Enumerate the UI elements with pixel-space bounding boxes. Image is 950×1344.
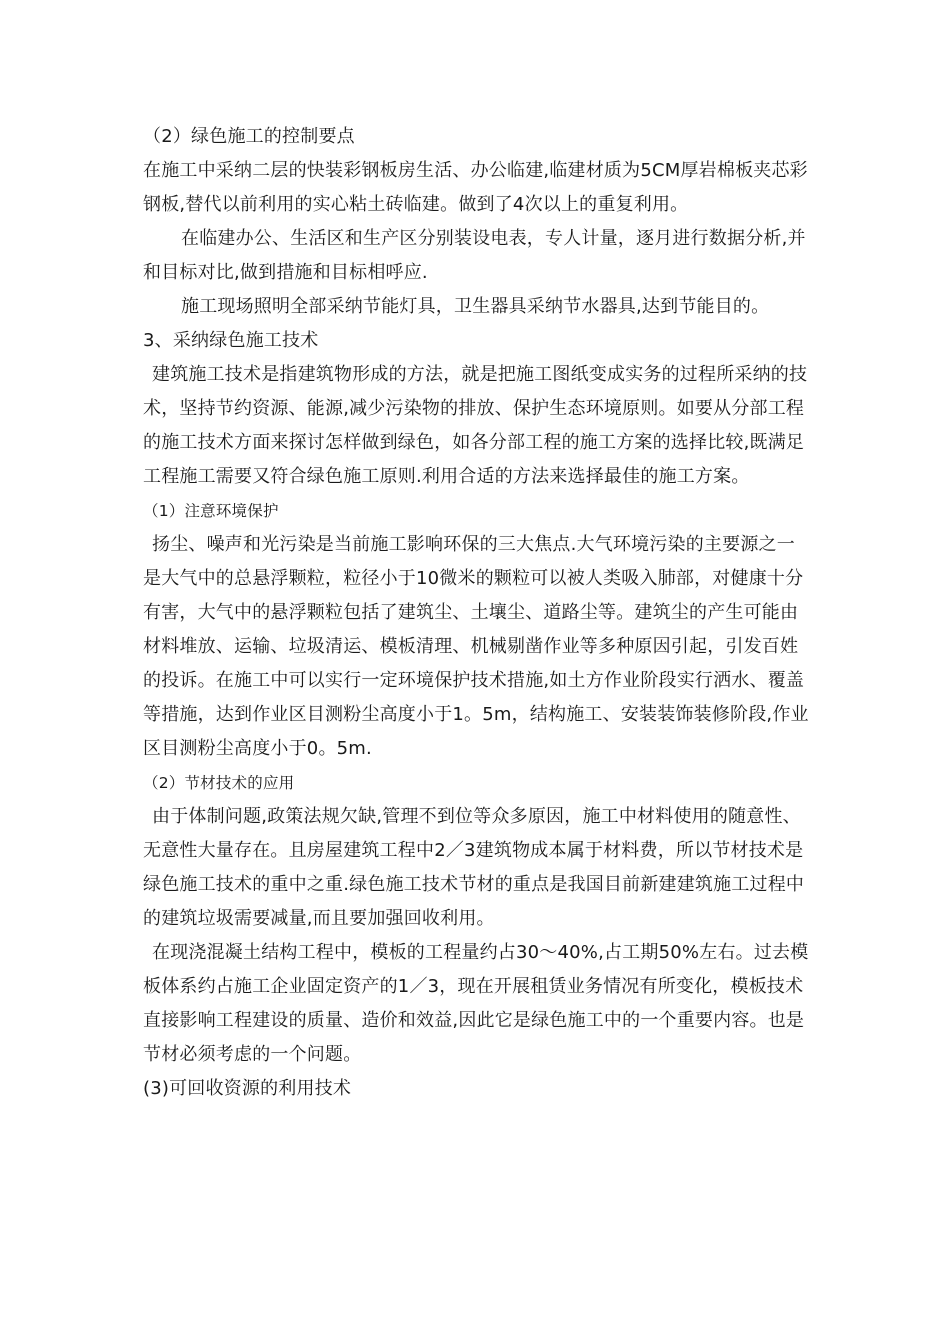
paragraph-temporary-buildings: 在施工中采纳二层的快装彩钢板房生活、办公临建,临建材质为5CM厚岩棉板夹芯彩钢板,替代以前利用的实心粘土砖临建。做到了4次以上的重复利用。 xyxy=(143,160,808,215)
paragraph-formwork: 在现浇混凝土结构工程中，模板的工程量约占30～40%,占工期50%左右。过去模板体系约占施工企业固定资产的1／3，现在开展租赁业务情况有所变化，模板技术直接影响工程建设的质量、造价和效益,因此它是绿色施工中的一个重要内容。也是节材必须考虑的一个问题。 xyxy=(143,942,809,1065)
subheading-environmental-protection: （1）注意环境保护 xyxy=(143,502,279,520)
document-body xyxy=(143,120,811,1106)
paragraph-material-usage: 由于体制问题,政策法规欠缺,管理不到位等众多原因，施工中材料使用的随意性、无意性大量存在。且房屋建筑工程中2／3建筑物成本属于材料费，所以节材技术是绿色施工技术的重中之重.绿色施工技术节材的重点是我国目前新建建筑施工过程中的建筑垃圾需要减量,而且要加强回收利用。 xyxy=(143,806,805,929)
section-heading-green-construction-technology: 3、采纳绿色施工技术 xyxy=(143,330,319,351)
paragraph-construction-technology: 建筑施工技术是指建筑物形成的方法，就是把施工图纸变成实务的过程所采纳的技术，坚持节约资源、能源,减少污染物的排放、保护生态环境原则。如要从分部工程的施工技术方面来探讨怎样做到绿色，如各分部工程的施工方案的选择比较,既满足工程施工需要又符合绿色施工原则.利用合适的方法来选择最佳的施工方案。 xyxy=(143,364,808,487)
paragraph-electricity-metering: 在临建办公、生活区和生产区分别装设电表，专人计量，逐月进行数据分析,并和目标对比,做到措施和目标相呼应. xyxy=(143,228,806,283)
subheading-material-saving: （2）节材技术的应用 xyxy=(143,774,295,792)
section-heading-green-construction-control: （2）绿色施工的控制要点 xyxy=(143,126,355,147)
paragraph-dust-noise-pollution: 扬尘、噪声和光污染是当前施工影响环保的三大焦点.大气环境污染的主要源之一是大气中的总悬浮颗粒，粒径小于10微米的颗粒可以被人类吸入肺部，对健康十分有害，大气中的悬浮颗粒包括了建筑尘、土壤尘、道路尘等。建筑尘的产生可能由材料堆放、运输、垃圾清运、模板清理、机械剔凿作业等多种原因引起，引发百姓的投诉。在施工中可以实行一定环境保护技术措施,如土方作业阶段实行洒水、覆盖等措施，达到作业区目测粉尘高度小于1。5m，结构施工、安装装饰装修阶段,作业区目测粉尘高度小于0。5m. xyxy=(143,534,809,759)
subheading-recyclable-resources: (3)可回收资源的利用技术 xyxy=(143,1078,352,1099)
paragraph-energy-saving-lighting: 施工现场照明全部采纳节能灯具，卫生器具采纳节水器具,达到节能目的。 xyxy=(181,296,770,317)
